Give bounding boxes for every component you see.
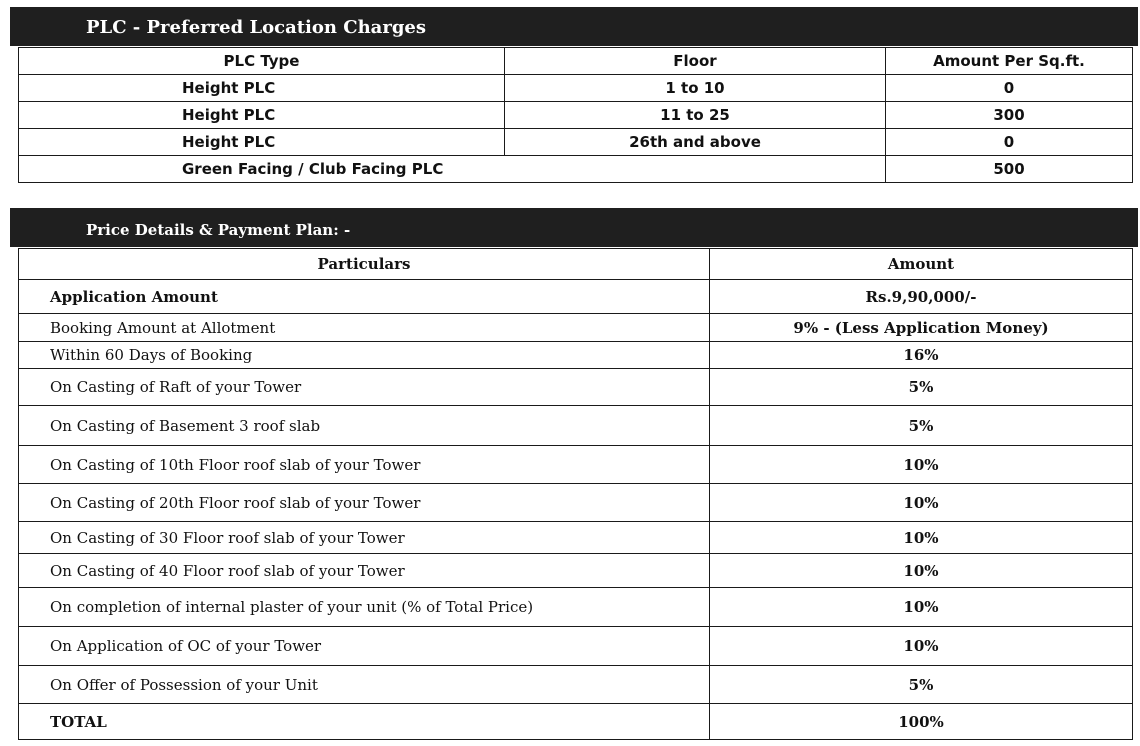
table-row — [19, 156, 1133, 183]
amount-cell: 9% - (Less Application Money) — [710, 314, 1133, 342]
particular-cell: On Application of OC of your Tower — [19, 627, 710, 666]
floor-cell: 1 to 10 — [505, 75, 886, 102]
plc-type-header: PLC Type — [19, 48, 505, 75]
plc-type-cell: Height PLC — [19, 102, 505, 129]
table-row — [19, 588, 1133, 627]
total-row — [19, 704, 1133, 740]
amount-cell: 10% — [710, 484, 1133, 522]
total-amount: 100% — [710, 704, 1133, 740]
amount-cell: Rs.9,90,000/- — [710, 280, 1133, 314]
payment-section-header — [10, 208, 1138, 247]
amount-cell: 10% — [710, 588, 1133, 627]
amount-cell: 10% — [710, 627, 1133, 666]
particular-cell: Within 60 Days of Booking — [19, 342, 710, 369]
amount-cell: 10% — [710, 554, 1133, 588]
table-row — [19, 342, 1133, 369]
plc-type-cell: Green Facing / Club Facing PLC — [19, 156, 886, 183]
table-row — [19, 446, 1133, 484]
particular-cell: Booking Amount at Allotment — [19, 314, 710, 342]
particular-cell: On Offer of Possession of your Unit — [19, 666, 710, 704]
particular-cell: On completion of internal plaster of your unit (% of Total Price) — [19, 588, 710, 627]
table-row — [19, 75, 1133, 102]
amount-cell: 0 — [886, 129, 1133, 156]
particular-cell: On Casting of 20th Floor roof slab of your Tower — [19, 484, 710, 522]
plc-table-header-row — [19, 48, 1133, 75]
table-row — [19, 484, 1133, 522]
payment-plan-table — [18, 248, 1133, 740]
table-row — [19, 314, 1133, 342]
amount-cell: 300 — [886, 102, 1133, 129]
table-row — [19, 280, 1133, 314]
floor-cell: 11 to 25 — [505, 102, 886, 129]
table-row — [19, 369, 1133, 406]
payment-table-header-row — [19, 249, 1133, 280]
amount-cell: 500 — [886, 156, 1133, 183]
plc-type-cell: Height PLC — [19, 75, 505, 102]
total-label: TOTAL — [19, 704, 710, 740]
table-row — [19, 554, 1133, 588]
payment-section-title: Price Details & Payment Plan: - — [86, 221, 351, 239]
particular-cell: Application Amount — [19, 280, 710, 314]
table-row — [19, 666, 1133, 704]
table-row — [19, 129, 1133, 156]
particular-cell: On Casting of Basement 3 roof slab — [19, 406, 710, 446]
particular-cell: On Casting of 30 Floor roof slab of your Tower — [19, 522, 710, 554]
plc-type-cell: Height PLC — [19, 129, 505, 156]
amount-per-sqft-header: Amount Per Sq.ft. — [886, 48, 1133, 75]
amount-cell: 0 — [886, 75, 1133, 102]
table-row — [19, 406, 1133, 446]
amount-cell: 5% — [710, 406, 1133, 446]
table-row — [19, 627, 1133, 666]
amount-header: Amount — [710, 249, 1133, 280]
floor-header: Floor — [505, 48, 886, 75]
plc-section-header — [10, 7, 1138, 46]
amount-cell: 10% — [710, 522, 1133, 554]
plc-section-title: PLC - Preferred Location Charges — [86, 17, 426, 38]
particular-cell: On Casting of 10th Floor roof slab of your Tower — [19, 446, 710, 484]
floor-cell: 26th and above — [505, 129, 886, 156]
amount-cell: 5% — [710, 666, 1133, 704]
amount-cell: 5% — [710, 369, 1133, 406]
table-row — [19, 522, 1133, 554]
table-row — [19, 102, 1133, 129]
particular-cell: On Casting of 40 Floor roof slab of your Tower — [19, 554, 710, 588]
particular-cell: On Casting of Raft of your Tower — [19, 369, 710, 406]
particulars-header: Particulars — [19, 249, 710, 280]
amount-cell: 16% — [710, 342, 1133, 369]
plc-table — [18, 47, 1133, 183]
amount-cell: 10% — [710, 446, 1133, 484]
